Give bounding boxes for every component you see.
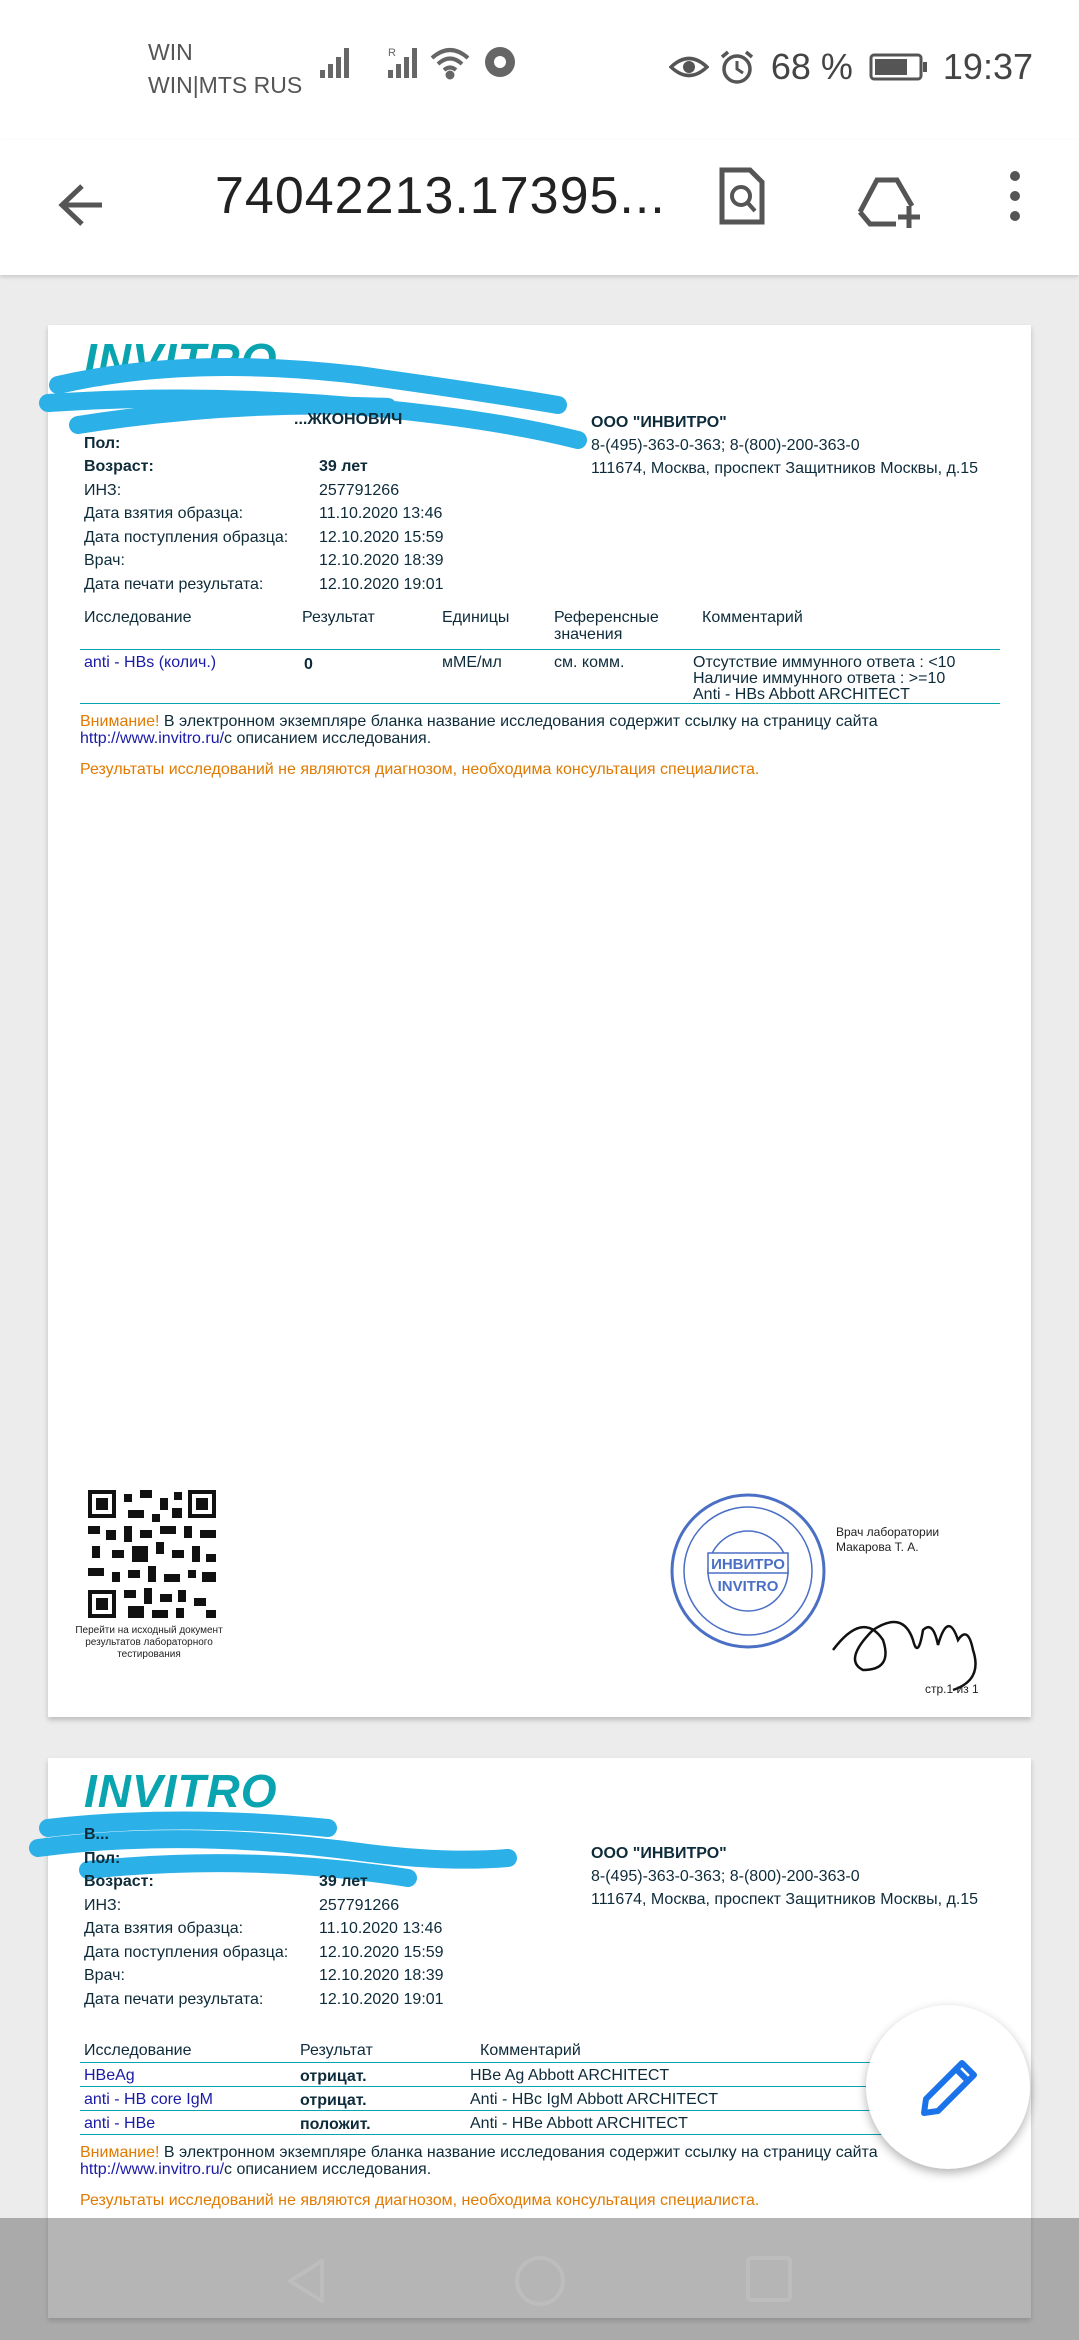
th-reference-line1: Референсные — [554, 609, 659, 626]
lab-doctor — [836, 1525, 939, 1555]
edit-fab-button[interactable] — [866, 2005, 1030, 2169]
row2-study-link[interactable]: anti - HB core IgM — [84, 2091, 213, 2108]
disclaimer: Результаты исследований не являются диагнозом, необходима консультация специалиста. — [80, 761, 760, 778]
carrier-line2: WIN|MTS RUS — [148, 72, 303, 98]
patient-info — [84, 1826, 444, 2014]
invitro-link[interactable]: http://www.invitro.ru/ — [80, 2161, 225, 2178]
attention-text: В электронном экземпляре бланка название исследования содержит ссылку на страницу сайта — [159, 2144, 878, 2161]
org-info — [591, 411, 978, 480]
lab-doctor-name: Макарова Т. А. — [836, 1540, 919, 1554]
org-phones: 8-(495)-363-0-363; 8-(800)-200-363-0 — [591, 437, 860, 454]
status-bar — [0, 0, 1079, 140]
arrival-date-label: Дата поступления образца: — [84, 1943, 289, 1961]
attention-word: Внимание! — [80, 2144, 160, 2161]
th-comment: Комментарий — [702, 609, 803, 626]
sample-date-value: 11.10.2020 13:46 — [319, 505, 443, 522]
sample-date-value: 11.10.2020 13:46 — [319, 1920, 443, 1937]
chrome-icon — [485, 47, 515, 77]
org-address: 111674, Москва, проспект Защитников Москвы, д.15 — [591, 1891, 979, 1908]
patient-info — [84, 411, 444, 599]
org-address: 111674, Москва, проспект Защитников Москвы, д.15 — [591, 460, 979, 477]
svg-text:R: R — [388, 47, 396, 59]
nav-recents-icon[interactable] — [744, 2256, 794, 2306]
status-right — [669, 46, 1033, 88]
wifi-icon — [432, 50, 468, 78]
table-row-line — [80, 2134, 910, 2135]
pencil-icon — [866, 2005, 1030, 2169]
table-header-line — [80, 2062, 910, 2063]
sex-label: Пол: — [84, 434, 121, 452]
add-to-drive-icon[interactable] — [852, 162, 932, 232]
th-reference — [554, 609, 659, 643]
svg-text:ИНВИТРО: ИНВИТРО — [711, 1556, 785, 1573]
row2-comment: Anti - HBc IgM Abbott ARCHITECT — [470, 2091, 719, 2108]
result-units: мМЕ/мл — [442, 654, 502, 671]
eye-icon — [669, 52, 709, 82]
print-date-label: Дата печати результата: — [84, 1990, 264, 2008]
table-header-line — [80, 649, 1000, 650]
th-reference-line2: значения — [554, 626, 623, 643]
sample-date-label: Дата взятия образца: — [84, 1920, 244, 1937]
link-tail: с описанием исследования. — [224, 2161, 432, 2178]
row2-result: отрицат. — [300, 2092, 367, 2109]
patient-name: В... — [84, 1826, 109, 1843]
arrival-date-value: 12.10.2020 15:59 — [319, 528, 444, 546]
th-result: Результат — [300, 2042, 373, 2059]
row3-comment: Anti - HBe Abbott ARCHITECT — [470, 2115, 688, 2132]
inz-value: 257791266 — [319, 481, 400, 499]
carrier-line1: WIN — [148, 39, 193, 65]
battery-icon — [869, 52, 929, 82]
invitro-link[interactable]: http://www.invitro.ru/ — [80, 730, 225, 747]
invitro-logo: INVITRO — [84, 334, 278, 386]
arrow-left-icon[interactable] — [50, 170, 120, 240]
system-nav-bar — [0, 2218, 1079, 2340]
sex-label: Пол: — [84, 1849, 121, 1867]
row3-result: положит. — [300, 2116, 371, 2133]
th-result: Результат — [302, 609, 375, 626]
pdf-page-1 — [48, 325, 1031, 1717]
result-comment — [693, 655, 955, 703]
print-date-value: 12.10.2020 19:01 — [319, 1990, 444, 2008]
lab-doctor-title: Врач лаборатории — [836, 1525, 940, 1539]
org-name: ООО "ИНВИТРО" — [591, 414, 727, 431]
page-number: стр.1 из 1 — [925, 1682, 979, 1696]
table-row-line — [80, 703, 1000, 704]
qr-code[interactable] — [88, 1490, 216, 1618]
attention-text: В электронном экземпляре бланка название исследования содержит ссылку на страницу сайта — [159, 713, 878, 730]
age-label: Возраст: — [84, 458, 154, 475]
app-bar — [0, 140, 1079, 275]
table-row-line — [80, 2086, 910, 2087]
result-comment-line3: Anti - HBs Abbott ARCHITECT — [693, 686, 910, 703]
result-comment-line1: Отсутствие иммунного ответа : <10 — [693, 654, 956, 671]
battery-percent: 68 % — [770, 46, 853, 87]
row3-study-link[interactable]: anti - HBe — [84, 2115, 156, 2132]
print-date-value: 12.10.2020 19:01 — [319, 575, 444, 593]
signal-2-icon — [388, 47, 417, 78]
doctor-value: 12.10.2020 18:39 — [319, 1967, 444, 1984]
th-units: Единицы — [442, 609, 510, 626]
disclaimer: Результаты исследований не являются диагнозом, необходима консультация специалиста. — [80, 2192, 760, 2209]
stamp-seal — [668, 1491, 828, 1651]
inz-label: ИНЗ: — [84, 1896, 122, 1914]
doctor-label: Врач: — [84, 1967, 125, 1984]
th-study: Исследование — [84, 2042, 192, 2059]
sample-date-label: Дата взятия образца: — [84, 505, 244, 522]
inz-value: 257791266 — [319, 1896, 400, 1914]
age-label: Возраст: — [84, 1873, 154, 1890]
result-value: 0 — [304, 656, 313, 673]
result-comment-line2: Наличие иммунного ответа : >=10 — [693, 670, 946, 687]
invitro-logo: INVITRO — [84, 1765, 278, 1817]
row1-result: отрицат. — [300, 2068, 367, 2085]
row1-study-link[interactable]: HBeAg — [84, 2067, 135, 2084]
arrival-date-value: 12.10.2020 15:59 — [319, 1943, 444, 1961]
search-document-icon[interactable] — [712, 162, 772, 232]
attention-note — [80, 713, 878, 747]
alarm-icon — [717, 49, 757, 85]
print-date-label: Дата печати результата: — [84, 575, 264, 593]
row1-comment: HBe Ag Abbott ARCHITECT — [470, 2067, 670, 2084]
qr-caption: Перейти на исходный документ результатов лабораторного тестирования — [75, 1625, 223, 1660]
th-comment: Комментарий — [480, 2042, 581, 2059]
org-phones: 8-(495)-363-0-363; 8-(800)-200-363-0 — [591, 1868, 860, 1885]
inz-label: ИНЗ: — [84, 481, 122, 499]
svg-text:INVITRO: INVITRO — [717, 1578, 779, 1595]
carrier-info — [148, 36, 302, 102]
arrival-date-label: Дата поступления образца: — [84, 528, 289, 546]
signal-1-icon — [320, 48, 349, 78]
link-tail: с описанием исследования. — [224, 730, 432, 747]
age-value: 39 лет — [319, 458, 368, 475]
th-study: Исследование — [84, 609, 192, 626]
nav-back-icon[interactable] — [282, 2256, 332, 2306]
document-title: 74042213.17395... — [215, 167, 666, 225]
org-info — [591, 1842, 978, 1911]
org-name: ООО "ИНВИТРО" — [591, 1845, 727, 1862]
doctor-label: Врач: — [84, 552, 125, 569]
result-reference: см. комм. — [554, 654, 625, 671]
more-vert-icon[interactable] — [1005, 162, 1025, 232]
attention-note — [80, 2144, 878, 2178]
table-row-line — [80, 2110, 910, 2111]
result-study-link[interactable]: anti - HBs (колич.) — [84, 654, 217, 671]
doctor-value: 12.10.2020 18:39 — [319, 552, 444, 569]
patient-name: ...ЖКОНОВИЧ — [294, 411, 403, 428]
nav-home-icon[interactable] — [513, 2256, 567, 2310]
age-value: 39 лет — [319, 1873, 368, 1890]
attention-word: Внимание! — [80, 713, 160, 730]
clock: 19:37 — [942, 46, 1033, 87]
signal-icons — [320, 44, 520, 84]
